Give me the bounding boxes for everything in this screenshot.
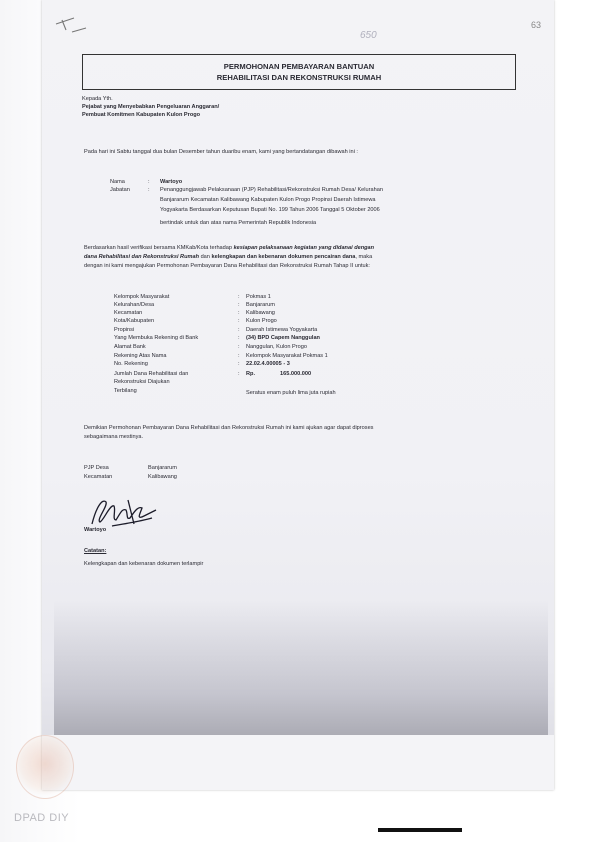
position-line-4: bertindak untuk dan atas nama Pemerintah Republik Indonesia [160, 220, 317, 226]
detail-label: Propinsi [114, 327, 135, 333]
detail-label: Rekening Atas Nama [114, 353, 167, 359]
pen-scribble-mark [52, 10, 92, 40]
amount-currency: Rp. [246, 371, 256, 377]
detail-colon: : [238, 310, 240, 316]
basis-line-2: dana Rehabilitasi dan Rekonstruksi Rumah dan kelengkapan dan kebenaran dokumen pencairan dana, maka [84, 254, 373, 260]
detail-colon: : [238, 318, 240, 324]
position-colon: : [148, 187, 150, 193]
detail-colon: : [238, 344, 240, 350]
detail-value: Kulon Progo [246, 318, 277, 324]
detail-colon: : [238, 327, 240, 333]
closing-line-1: Demikian Permohonan Pembayaran Dana Rehabilitasi dan Rekonstruksi Rumah ini kami ajukan agar dapat diproses [84, 425, 374, 431]
detail-value: 22.02.4.00005 - 3 [246, 361, 290, 367]
detail-value: Banjararum [246, 302, 275, 308]
faded-emblem-logo [16, 735, 74, 799]
detail-value: Pokmas 1 [246, 294, 271, 300]
district-label: Kecamatan [84, 474, 113, 480]
opening-paragraph: Pada hari ini Sabtu tanggal dua bulan Desember tahun duaribu enam, kami yang bertandatangan dibawah ini : [84, 149, 358, 155]
detail-label: No. Rekening [114, 361, 148, 367]
detail-label: Kecamatan [114, 310, 143, 316]
detail-label: Kelurahan/Desa [114, 302, 155, 308]
name-value: Wartoyo [160, 179, 183, 185]
detail-label: Kelompok Masyarakat [114, 294, 170, 300]
position-line-3: Yogyakarta Berdasarkan Keputusan Bupati No. 199 Tahun 2006 Tanggal 5 Oktober 2006 [160, 207, 380, 213]
district-value: Kalibawang [148, 474, 177, 480]
notes-text: Kelengkapan dan kebenaran dokumen terlampir [84, 561, 204, 567]
pjp-label: PJP Desa [84, 465, 109, 471]
amount-label-line-2: Rekonstruksi Diajukan [114, 379, 170, 385]
basis-line-1: Berdasarkan hasil verifikasi bersama KMKab/Kota terhadap kesiapan pelaksanaan kegiatan yang didanai dengan [84, 245, 375, 251]
name-label: Nama [110, 179, 125, 185]
signer-name: Wartoyo [84, 527, 107, 533]
amount-colon: : [238, 371, 240, 377]
amount-words-value: Seratus enam puluh lima juta rupiah [246, 390, 336, 396]
position-line-2: Banjararum Kecamatan Kalibawang Kabupaten Kulon Progo Propinsi Daerah Istimewa [160, 197, 376, 203]
detail-colon: : [238, 335, 240, 341]
title-line-1: PERMOHONAN PEMBAYARAN BANTUAN [223, 62, 375, 71]
detail-label: Yang Membuka Rekening di Bank [114, 335, 199, 341]
page-bottom-margin [42, 735, 554, 790]
detail-colon: : [238, 361, 240, 367]
amount-label-line-1: Jumlah Dana Rehabilitasi dan [114, 371, 189, 377]
title-line-2: REHABILITASI DAN REKONSTRUKSI RUMAH [216, 73, 382, 82]
detail-colon: : [238, 353, 240, 359]
notes-heading: Catatan: [84, 548, 107, 554]
page-number: 63 [531, 20, 542, 30]
handwritten-signature [82, 490, 162, 532]
position-line-1: Penanggungjawab Pelaksanaan (PJP) Rehabilitasi/Rekonstruksi Rumah Desa/ Kelurahan [160, 187, 383, 193]
amount-words-label: Terbilang [114, 388, 137, 394]
position-label: Jabatan [110, 187, 130, 193]
basis-line-3: dengan ini kami mengajukan Permohonan Pembayaran Dana Rehabilitasi dan Rekonstruksi Rumah Tahap II untuk: [84, 263, 370, 269]
pjp-village: Banjararum [148, 465, 177, 471]
recipient-line-2: Pembuat Komitmen Kabupaten Kulon Progo [82, 112, 201, 118]
watermark-text: DPAD DIY [14, 812, 70, 824]
scan-edge-bar [378, 828, 462, 832]
detail-label: Kota/Kabupaten [114, 318, 155, 324]
recipient-line-1: Pejabat yang Menyebabkan Pengeluaran Anggaran/ [82, 104, 220, 110]
detail-value: Kalibawang [246, 310, 275, 316]
amount-value: 165.000.000 [280, 371, 312, 377]
detail-value: Kelompok Masyarakat Pokmas 1 [246, 353, 328, 359]
document-title-box [82, 54, 516, 90]
detail-value: (34) BPD Capem Nanggulan [246, 335, 320, 341]
closing-line-2: sebagaimana mestinya. [84, 434, 144, 440]
recipient-greeting: Kepada Yth. [82, 96, 113, 102]
detail-value: Nanggulan, Kulon Progo [246, 344, 307, 350]
handwritten-number: 650 [360, 30, 377, 41]
scan-shadow-band [54, 600, 548, 735]
detail-colon: : [238, 302, 240, 308]
detail-label: Alamat Bank [114, 344, 146, 350]
name-colon: : [148, 179, 150, 185]
document-page [42, 0, 554, 790]
detail-colon: : [238, 294, 240, 300]
detail-value: Daerah Istimewa Yogyakarta [246, 327, 318, 333]
